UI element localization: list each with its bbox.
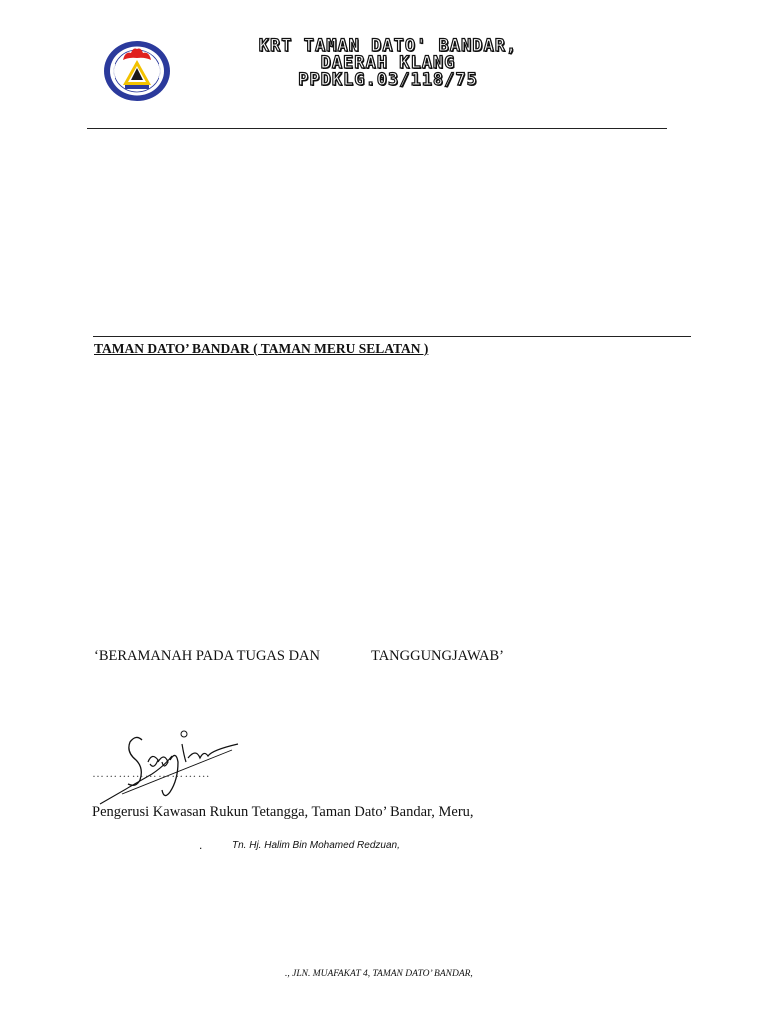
letterhead-title [178, 38, 598, 89]
motto-part-1: ‘BERAMANAH PADA TUGAS DAN [94, 648, 320, 664]
motto-part-2: TANGGUNGJAWAB’ [371, 648, 504, 664]
name-bullet: . [199, 838, 203, 852]
letter-subject: TAMAN DATO’ BANDAR ( TAMAN MERU SELATAN ) [94, 341, 429, 356]
signatory-position: Pengerusi Kawasan Rukun Tetangga, Taman Dato’ Bandar, Meru, [92, 804, 474, 820]
header-divider [87, 128, 667, 129]
section-divider [93, 336, 691, 337]
letterhead-line-reference: PPDKLG.03/118/75 [298, 70, 478, 90]
letterhead-line-organization: KRT TAMAN DATO' BANDAR, [258, 36, 518, 56]
footer-address: ., JLN. MUAFAKAT 4, TAMAN DATO’ BANDAR, [285, 969, 473, 979]
rukun-tetangga-logo-icon [103, 40, 171, 102]
signature-line: ……………………… [92, 766, 211, 780]
signatory-name: Tn. Hj. Halim Bin Mohamed Redzuan, [232, 840, 400, 851]
letterhead-line-district: DAERAH KLANG [320, 53, 456, 73]
